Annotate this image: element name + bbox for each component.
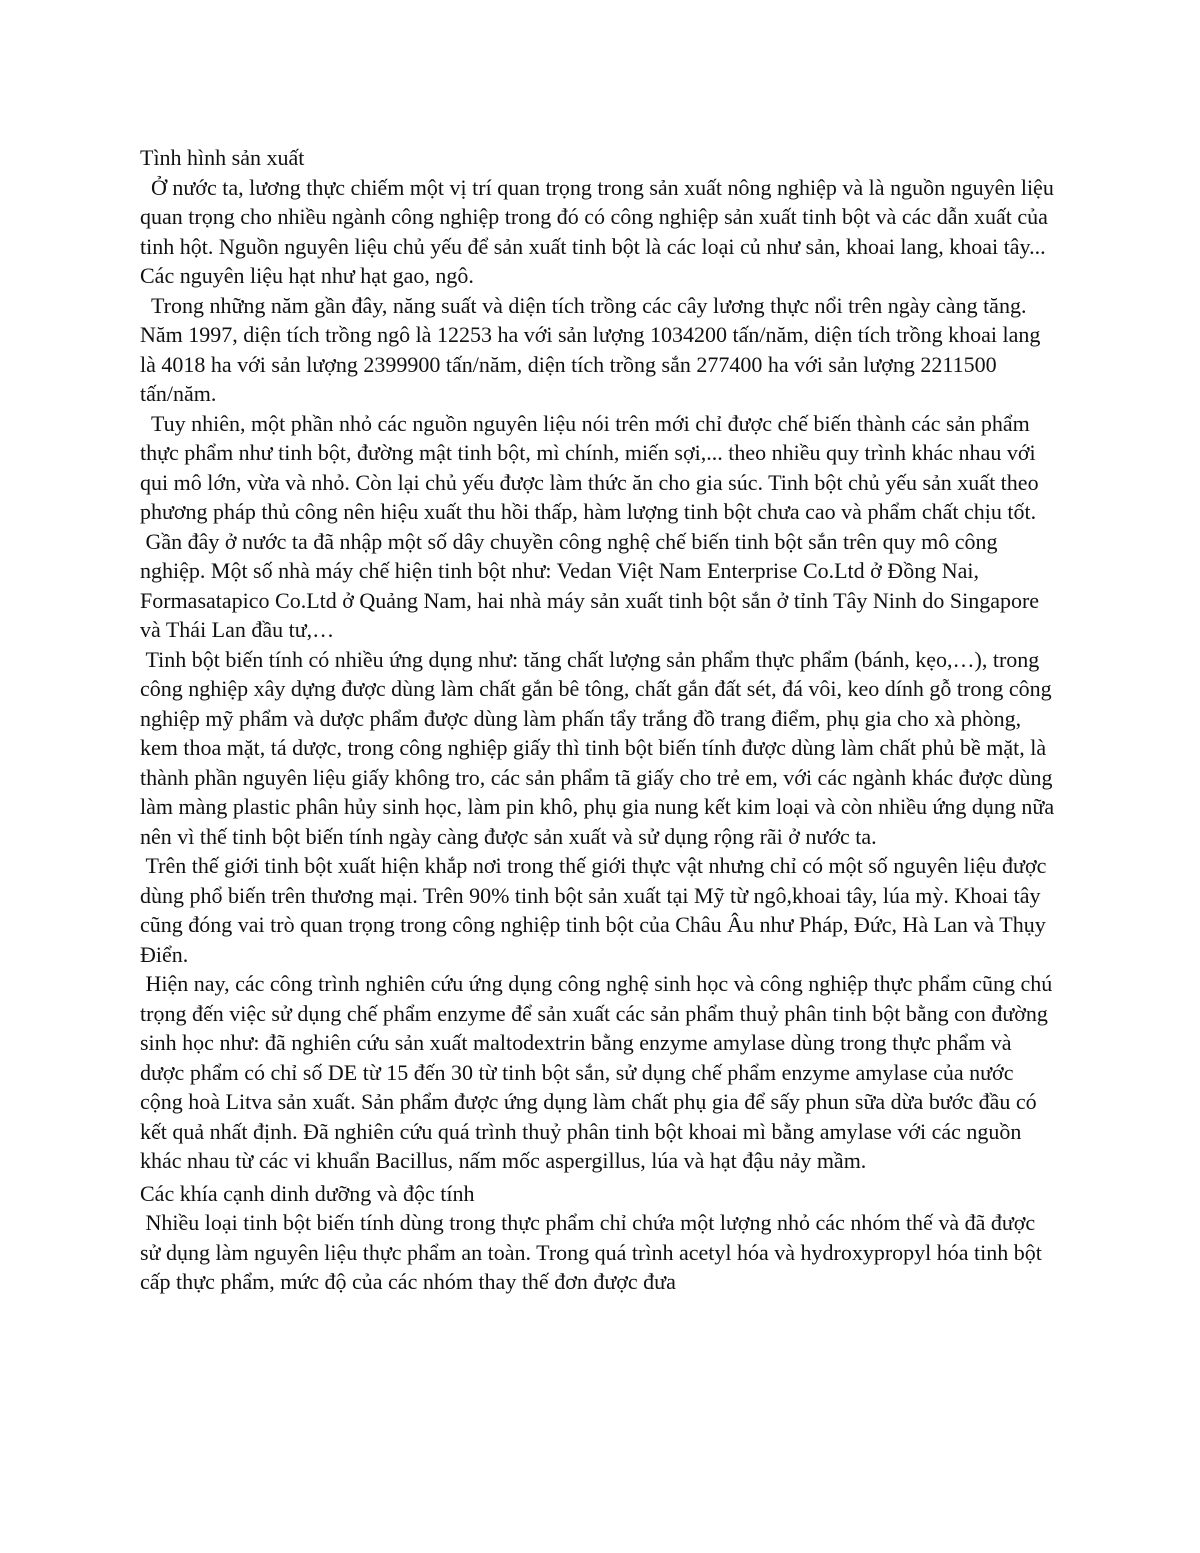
paragraph-world-starch: Trên thế giới tinh bột xuất hiện khắp nơi trong thế giới thực vật nhưng chỉ có một số nguyên liệu được dùng phổ biến trên thương mại. Trên 90% tinh bột sản xuất tại Mỹ từ ngô,khoai tây, lúa mỳ. Khoai tây cũng đóng vai trò quan trọng trong công nghiệp tinh bột của Châu Âu như Pháp, Đức, Hà Lan và Thụy Điển. <box>140 853 1052 967</box>
paragraph-factories: Gần đây ở nước ta đã nhập một số dây chuyền công nghệ chế biến tinh bột sắn trên quy mô công nghiệp. Một số nhà máy chế hiện tinh bột như: Vedan Việt Nam Enterprise Co.Ltd ở Đồng Nai, Formasatapico Co.Ltd ở Quảng Nam, hai nhà máy sản xuất tinh bột sắn ở tỉnh Tây Ninh do Singapore và Thái Lan đầu tư,… <box>140 528 1045 642</box>
paragraph-food-importance: Ở nước ta, lương thực chiếm một vị trí quan trọng trong sản xuất nông nghiệp và là nguồn nguyên liệu quan trọng cho nhiều ngành công nghiệp trong đó có công nghiệp sản xuất tinh bột và các dẫn xuất của tinh hột. Nguồn nguyên liệu chủ yếu để sản xuất tinh bột là các loại củ như sản, khoai lang, khoai tây... Các nguyên liệu hạt như hạt gao, ngô. <box>140 174 1060 288</box>
paragraph-modified-starch-uses: Tinh bột biến tính có nhiều ứng dụng như: tăng chất lượng sản phẩm thực phẩm (bánh, kẹo,…), trong công nghiệp xây dựng được dùng làm chất gắn bê tông, chất gắn đất sét, đá vôi, keo dính gỗ trong công nghiệp mỹ phẩm và dược phẩm được dùng làm phấn tẩy trắng đồ trang điểm, phụ gia cho xà phòng, kem thoa mặt, tá dược, trong công nghiệp giấy thì tinh bột biến tính được dùng làm chất phủ bề mặt, là thành phần nguyên liệu giấy không tro, các sản phẩm tã giấy cho trẻ em, với các ngành khác được dùng làm màng plastic phân hủy sinh học, làm pin khô, phụ gia nung kết kim loại và còn nhiều ứng dụng nữa nên vì thế tinh bột biến tính ngày càng được sản xuất và sử dụng rộng rãi ở nước ta. <box>140 646 1060 849</box>
paragraph-nutrition-toxicity: Nhiều loại tinh bột biến tính dùng trong thực phẩm chỉ chứa một lượng nhỏ các nhóm thế và đã được sử dụng làm nguyên liệu thực phẩm an toàn. Trong quá trình acetyl hóa và hydroxypropyl hóa tinh bột cấp thực phẩm, mức độ của các nhóm thay thế đơn được đưa <box>140 1210 1048 1294</box>
section-heading-nutrition: Các khía cạnh dinh dưỡng và độc tính <box>140 1180 475 1206</box>
paragraph-crop-statistics: Trong những năm gần đây, năng suất và diện tích trồng các cây lương thực nổi trên ngày càng tăng. Năm 1997, diện tích trồng ngô là 12253 ha với sản lượng 1034200 tấn/năm, diện tích trồng khoai lang là 4018 ha với sản lượng 2399900 tấn/năm, diện tích trồng sắn 277400 ha với sản lượng 2211500 tấn/năm. <box>140 292 1046 406</box>
section-heading-production: Tình hình sản xuất <box>140 145 305 170</box>
paragraph-research: Hiện nay, các công trình nghiên cứu ứng dụng công nghệ sinh học và công nghiệp thực phẩm cũng chú trọng đến việc sử dụng chế phẩm enzyme để sản xuất các sản phẩm thuỷ phân tinh bột bằng con đường sinh học như: đã nghiên cứu sản xuất maltodextrin bằng enzyme amylase dùng trong thực phẩm và dược phẩm có chỉ số DE từ 15 đến 30 từ tinh bột sắn, sử dụng chế phẩm enzyme amylase của nước cộng hoà Litva sản xuất. Sản phẩm được ứng dụng làm chất phụ gia để sấy phun sữa dừa bước đầu có kết quả nhất định. Đã nghiên cứu quá trình thuỷ phân tinh bột khoai mì bằng amylase với các nguồn khác nhau từ các vi khuẩn Bacillus, nấm mốc aspergillus, lúa và hạt đậu nảy mầm. <box>140 971 1058 1173</box>
paragraph-processing: Tuy nhiên, một phần nhỏ các nguồn nguyên liệu nói trên mới chỉ được chế biến thành các sản phẩm thực phẩm như tinh bột, đường mật tinh bột, mì chính, miến sợi,... theo nhiều quy trình khác nhau với qui mô lớn, vừa và nhỏ. Còn lại chủ yếu được làm thức ăn cho gia súc. Tinh bột chủ yếu sản xuất theo phương pháp thủ công nên hiệu xuất thu hồi thấp, hàm lượng tinh bột chưa cao và phẩm chất chịu tốt. <box>140 410 1045 524</box>
document-body <box>140 143 1060 1297</box>
